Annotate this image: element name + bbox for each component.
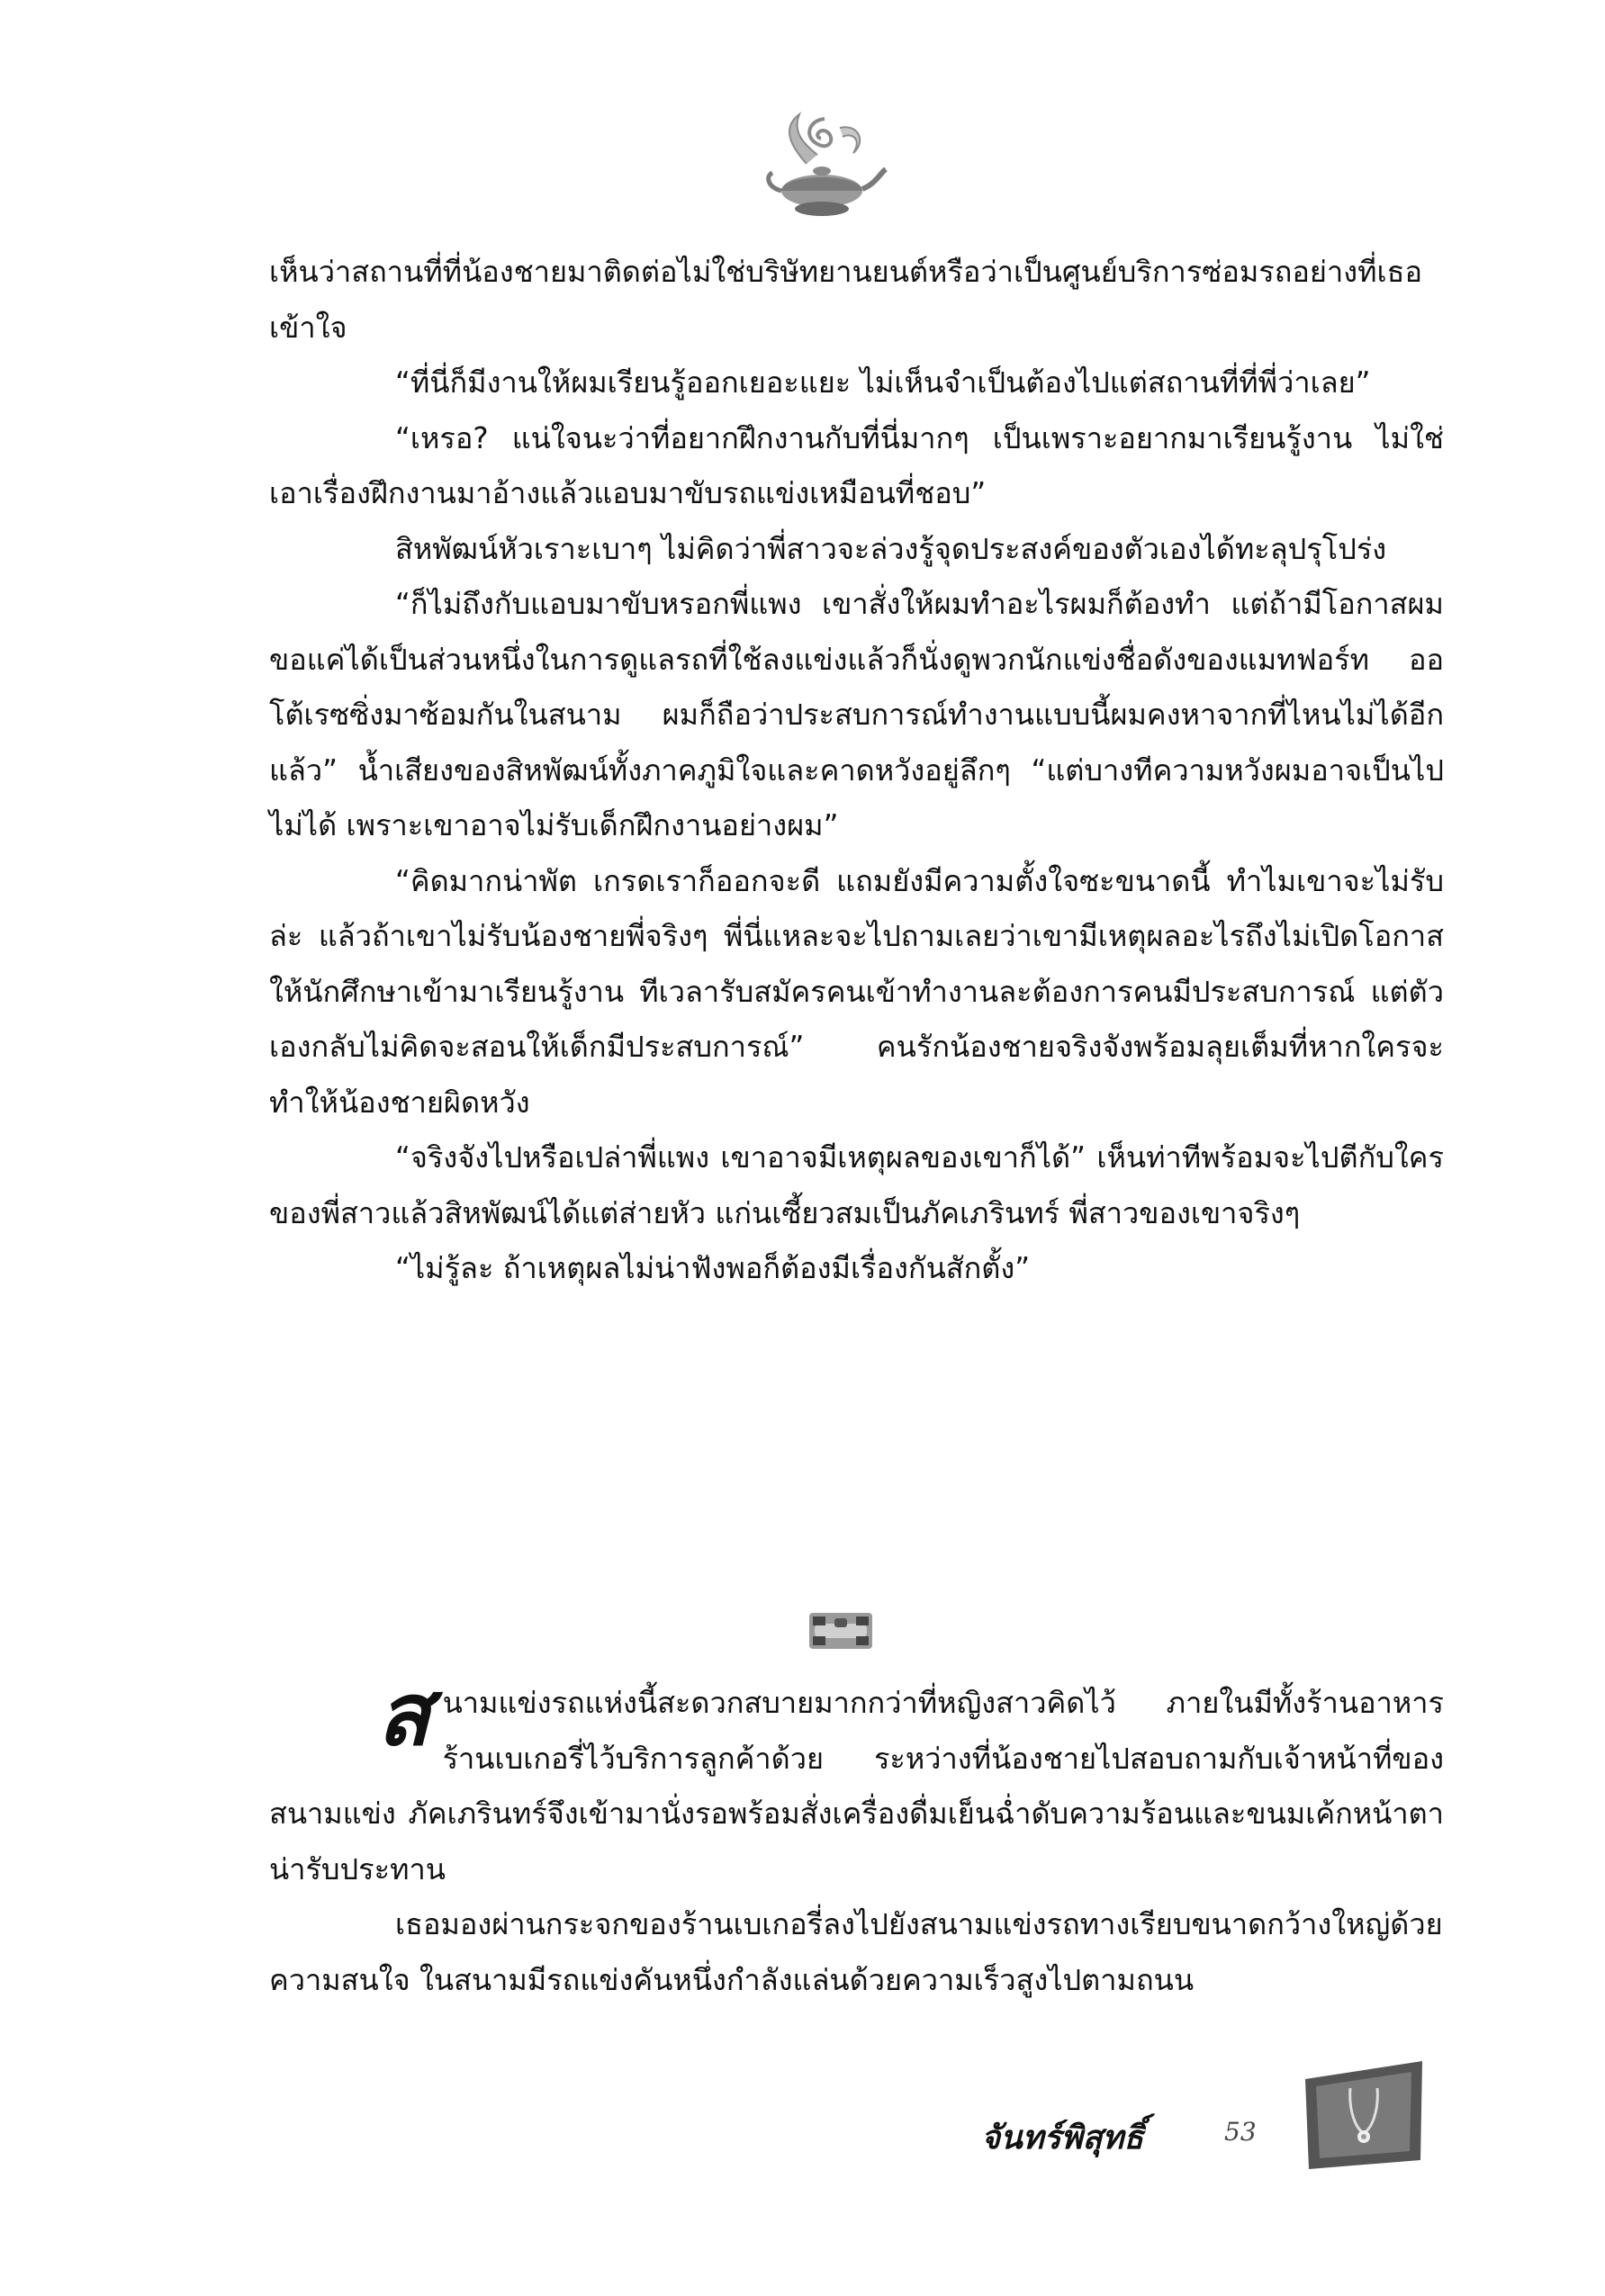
paragraph: เธอมองผ่านกระจกของร้านเบเกอรี่ลงไปยังสนามแข่งรถทางเรียบขนาดกว้างใหญ่ด้วยความสนใจ ในสนามมีรถแข่งคันหนึ่งกำลังแล่นด้วยความเร็วสูงไปตามถนน — [269, 1907, 1443, 1997]
paragraph: เห็นว่าสถานที่ที่น้องชายมาติดต่อไม่ใช่บริษัทยานยนต์หรือว่าเป็นศูนย์บริการซ่อมรถอย่างที่เธอเข้าใจ — [269, 255, 1422, 345]
paragraph — [269, 1663, 1444, 1897]
paragraph: “คิดมากน่าพัต เกรดเราก็ออกจะดี แถมยังมีความตั้งใจซะขนาดนี้ ทำไมเขาจะไม่รับล่ะ แล้วถ้าเขาไม่รับน้องชายพี่จริงๆ พี่นี่แหละจะไปถามเลยว่าเขามีเหตุผลอะไรถึงไม่เปิดโอกาสให้นักศึกษาเข้ามาเรียนรู้งาน ทีเวลารับสมัครคนเข้าทำงานละต้องการคนมีประสบการณ์ แต่ตัวเองกลับไม่คิดจะสอนให้เด็กมีประสบการณ์” คนรักน้องชายจริงจังพร้อมลุยเต็มที่หากใครจะทำให้น้องชายผิดหวัง — [269, 863, 1444, 1120]
paragraph: “ที่นี่ก็มีงานให้ผมเรียนรู้ออกเยอะแยะ ไม่เห็นจำเป็นต้องไปแต่สถานที่ที่พี่ว่าเลย” — [395, 365, 1371, 400]
section-two — [269, 1663, 1444, 2008]
body-text — [269, 245, 1444, 1297]
paragraph: “จริงจังไปหรือเปล่าพี่แพง เขาอาจมีเหตุผลของเขาก็ได้” เห็นท่าทีพร้อมจะไปตีกับใครของพี่สาวแล้วสิหพัฒน์ได้แต่ส่ายหัว แก่นเซี้ยวสมเป็นภัคเภรินทร์ พี่สาวของเขาจริงๆ — [269, 1140, 1444, 1230]
paragraph: “เหรอ? แน่ใจนะว่าที่อยากฝึกงานกับที่นี่มากๆ เป็นเพราะอยากมาเรียนรู้งาน ไม่ใช่เอาเรื่องฝึกงานมาอ้างแล้วแอบมาขับรถแข่งเหมือนที่ชอบ” — [269, 420, 1444, 510]
race-car-icon — [806, 1604, 876, 1654]
dropcap: ส — [377, 1663, 430, 1765]
jewelry-box-icon — [1296, 2043, 1431, 2178]
book-title: จันทร์พิสุทธิ์ — [981, 2119, 1144, 2156]
paragraph: สิหพัฒน์หัวเราะเบาๆ ไม่คิดว่าพี่สาวจะล่วงรู้จุดประสงค์ของตัวเองได้ทะลุปรุโปร่ง — [395, 531, 1387, 566]
paragraph: “ก็ไม่ถึงกับแอบมาขับหรอกพี่แพง เขาสั่งให้ผมทำอะไรผมก็ต้องทำ แต่ถ้ามีโอกาสผมขอแค่ได้เป็นส่วนหนึ่งในการดูแลรถที่ใช้ลงแข่งแล้วก็นั่งดูพวกนักแข่งชื่อดังของแมทฟอร์ท ออโต้เรซซิ่งมาซ้อมกันในสนาม ผมก็ถือว่าประสบการณ์ทำงานแบบนี้ผมคงหาจากที่ไหนไม่ได้อีกแล้ว” น้ำเสียงของสิหพัฒน์ทั้งภาคภูมิใจและคาดหวังอยู่ลึกๆ “แต่บางทีความหวังผมอาจเป็นไปไม่ได้ เพราะเขาอาจไม่รับเด็กฝึกงานอย่างผม” — [269, 587, 1444, 842]
paragraph: “ไม่รู้ละ ถ้าเหตุผลไม่น่าฟังพอก็ต้องมีเรื่องกันสักตั้ง” — [395, 1251, 1031, 1285]
page-number: 53 — [1224, 2117, 1257, 2147]
paragraph-text: นามแข่งรถแห่งนี้สะดวกสบายมากกว่าที่หญิงสาวคิดไว้ ภายในมีทั้งร้านอาหาร ร้านเบเกอรี่ไว้บริการลูกค้าด้วย ระหว่างที่น้องชายไปสอบถามกับเจ้าหน้าที่ของสนามแข่ง ภัคเภรินทร์จึงเข้ามานั่งรอพร้อมสั่งเครื่องดื่มเย็นฉ่ำดับความร้อนและขนมเค้กหน้าตาน่ารับประทาน — [269, 1686, 1444, 1886]
lamp-genie-icon — [754, 101, 889, 236]
